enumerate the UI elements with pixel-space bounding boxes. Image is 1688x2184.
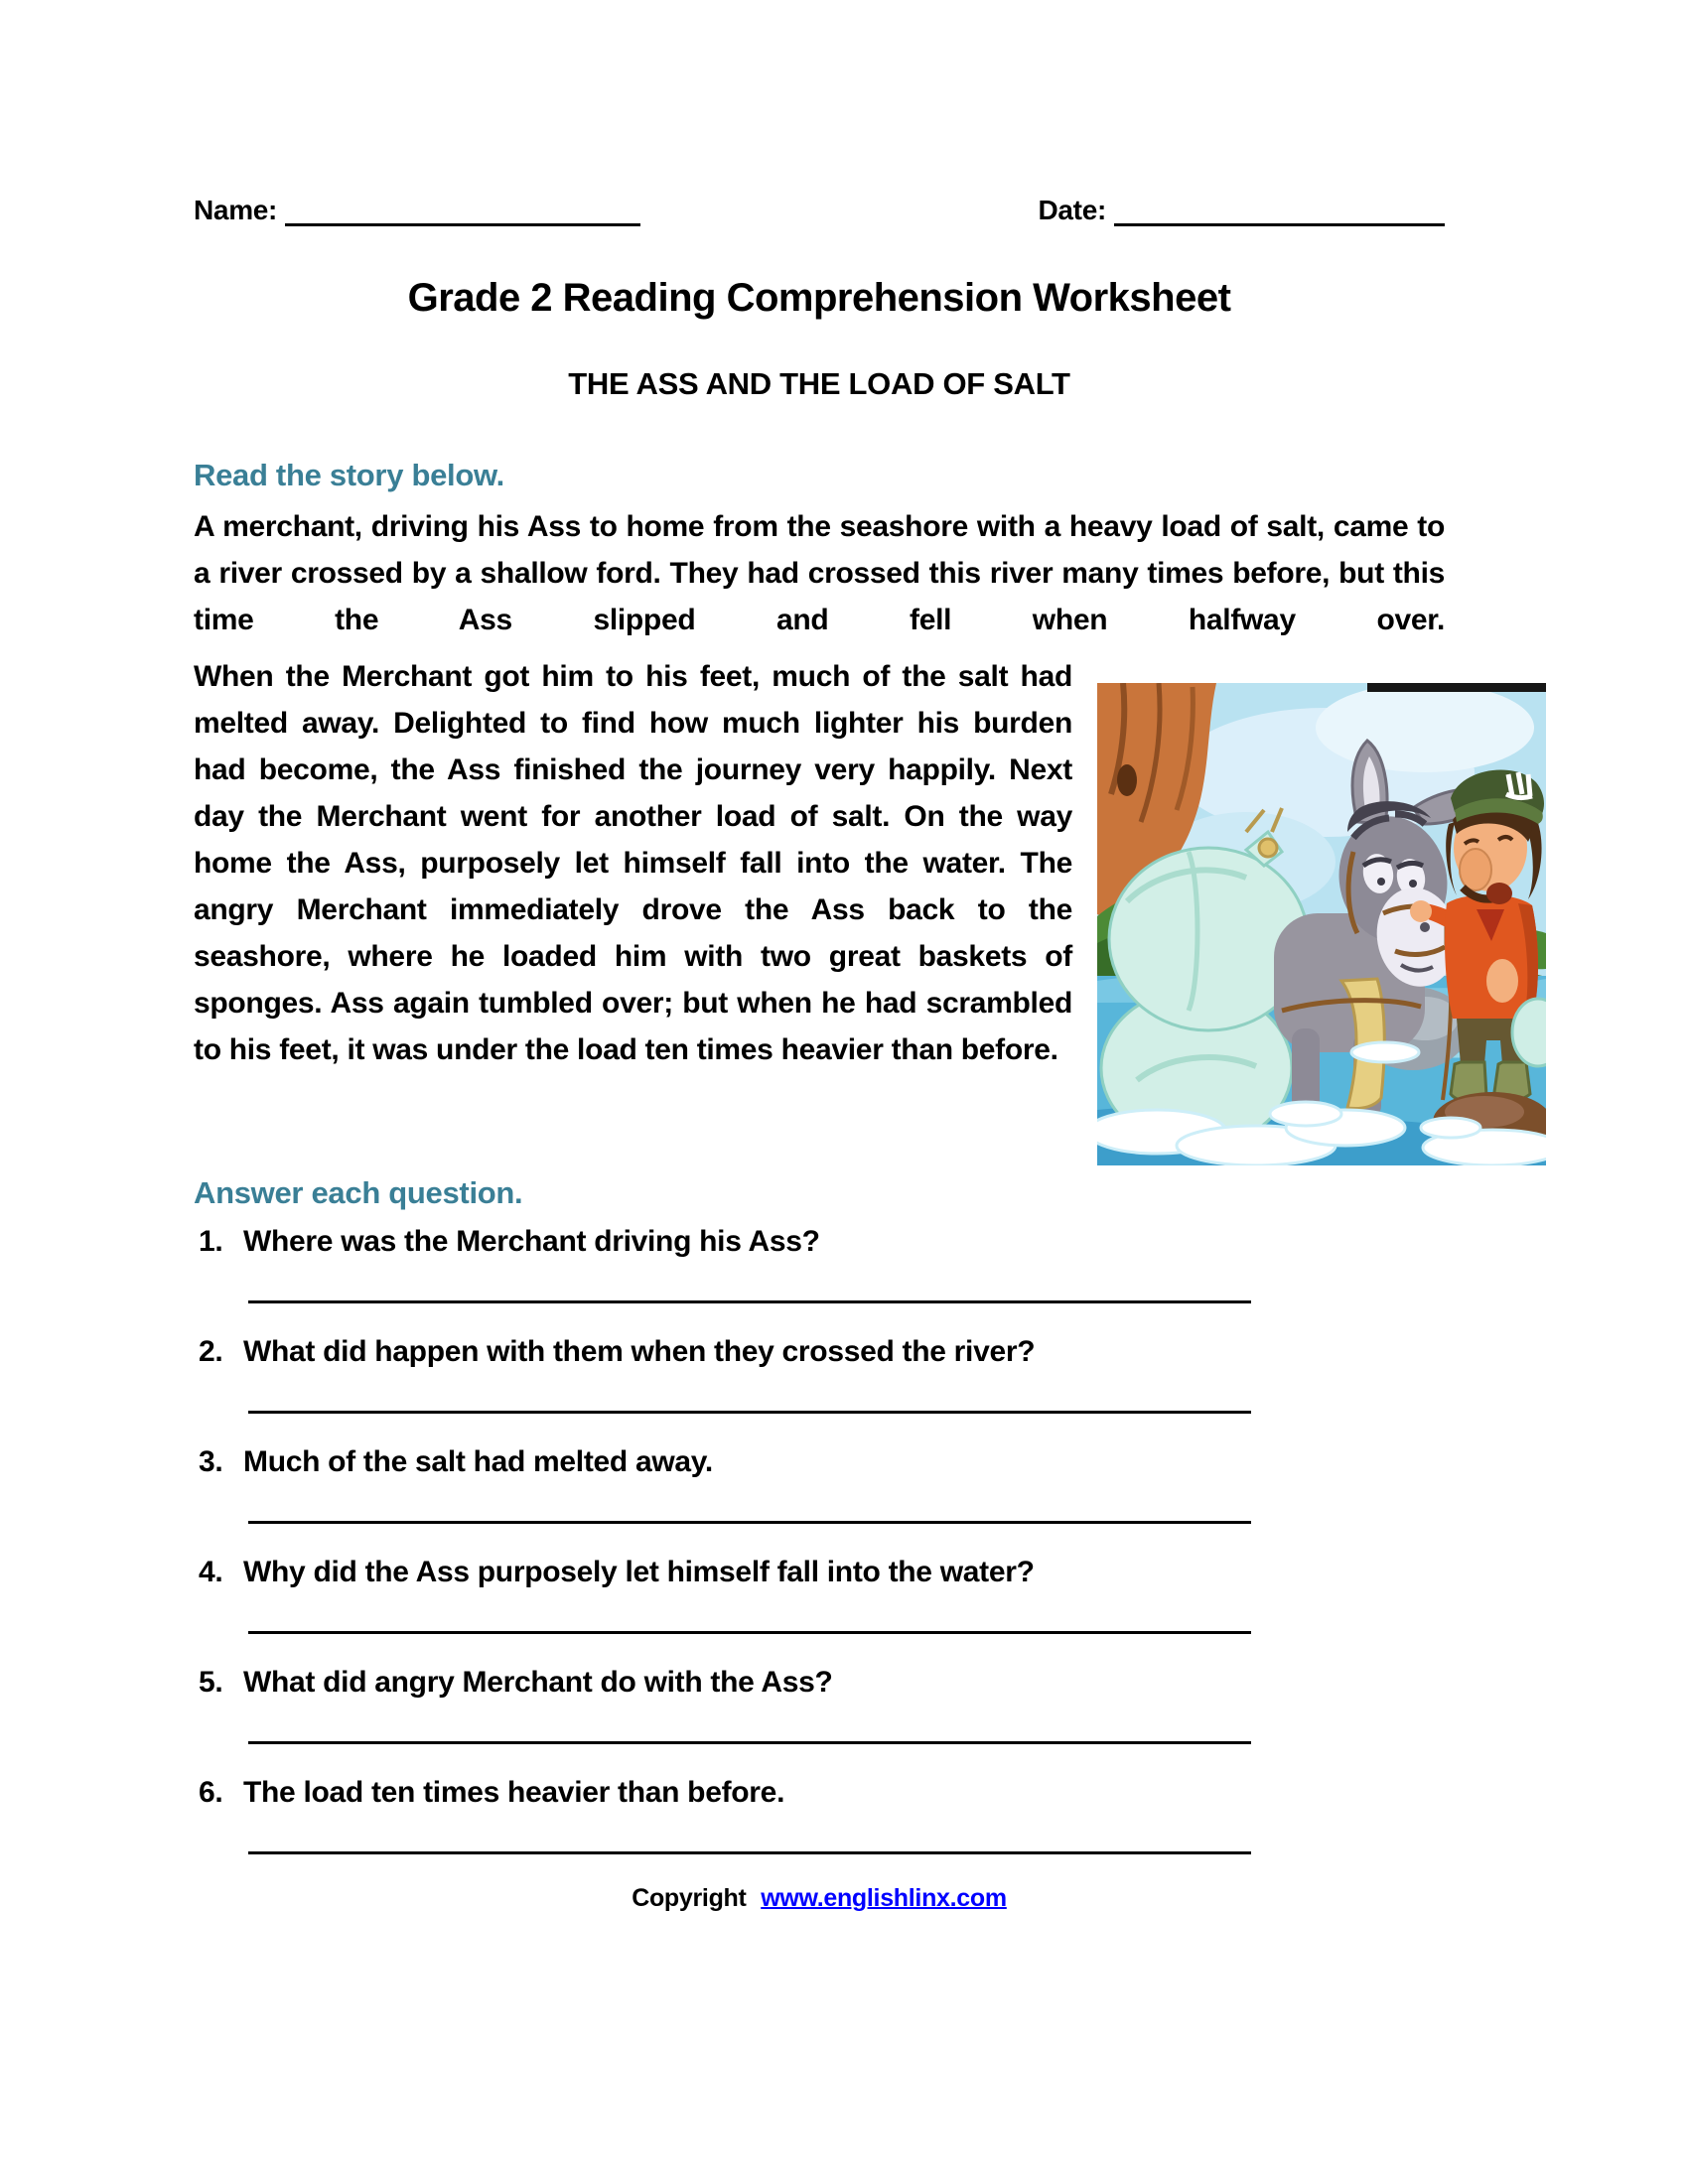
question-number: 1.	[199, 1225, 223, 1258]
question-row	[194, 1333, 1445, 1371]
date-input-line[interactable]	[1114, 198, 1445, 226]
answer-questions-heading: Answer each question.	[194, 1175, 523, 1210]
question-text: What did angry Merchant do with the Ass?	[243, 1666, 833, 1699]
question-item	[194, 1443, 1445, 1524]
answer-line[interactable]	[248, 1851, 1251, 1854]
copyright-link[interactable]: www.englishlinx.com	[761, 1884, 1007, 1912]
question-row	[194, 1443, 1445, 1481]
name-input-line[interactable]	[285, 198, 640, 226]
question-text: What did happen with them when they crossed the river?	[243, 1335, 1036, 1368]
question-item	[194, 1664, 1445, 1744]
copyright-label: Copyright	[632, 1884, 747, 1912]
question-item	[194, 1774, 1445, 1854]
name-date-row	[194, 0, 1445, 226]
question-item	[194, 1554, 1445, 1634]
question-number: 4.	[199, 1556, 223, 1588]
question-row	[194, 1223, 1445, 1261]
answer-line[interactable]	[248, 1631, 1251, 1634]
date-label: Date:	[1038, 195, 1106, 225]
question-item	[194, 1333, 1445, 1414]
question-number: 6.	[199, 1776, 223, 1809]
page-title: Grade 2 Reading Comprehension Worksheet	[407, 276, 1231, 320]
answer-line[interactable]	[248, 1521, 1251, 1524]
name-field	[194, 195, 640, 226]
question-number: 2.	[199, 1335, 223, 1368]
question-text: Much of the salt had melted away.	[243, 1445, 713, 1478]
question-row	[194, 1774, 1445, 1812]
question-item	[194, 1223, 1445, 1303]
story-title: THE ASS AND THE LOAD OF SALT	[568, 366, 1070, 401]
footer	[194, 1884, 1445, 1913]
question-text: The load ten times heavier than before.	[243, 1776, 785, 1809]
answer-line[interactable]	[248, 1300, 1251, 1303]
questions-list	[194, 1223, 1445, 1854]
question-text: Why did the Ass purposely let himself fall into the water?	[243, 1556, 1035, 1588]
top-right-bar	[1367, 683, 1546, 692]
date-field	[1038, 195, 1445, 226]
answer-line[interactable]	[248, 1411, 1251, 1414]
read-story-heading: Read the story below.	[194, 458, 504, 492]
question-text: Where was the Merchant driving his Ass?	[243, 1225, 820, 1258]
story-illustration	[1097, 683, 1546, 1165]
story-paragraph-1: A merchant, driving his Ass to home from the seashore with a heavy load of salt, came to a river crossed by a shallow ford. They had crossed this river many times before, but this time the Ass slipped and fell when halfway over.	[194, 510, 1445, 636]
story-paragraph-2: When the Merchant got him to his feet, much of the salt had melted away. Delighted to find how much lighter his burden had become, the Ass finished the journey very happily. Next day the Merchant went for another load of salt. On the way home the Ass, purposely let himself fall into the water. The angry Merchant immediately drove the Ass back to the seashore, where he loaded him with two great baskets of sponges. Ass again tumbled over; but when he had scrambled to his feet, it was under the load ten times heavier than before.	[194, 660, 1072, 1066]
question-row	[194, 1554, 1445, 1591]
story-wrap	[194, 653, 1445, 1073]
answer-line[interactable]	[248, 1741, 1251, 1744]
question-number: 5.	[199, 1666, 223, 1699]
name-label: Name:	[194, 195, 278, 225]
question-number: 3.	[199, 1445, 223, 1478]
question-row	[194, 1664, 1445, 1702]
